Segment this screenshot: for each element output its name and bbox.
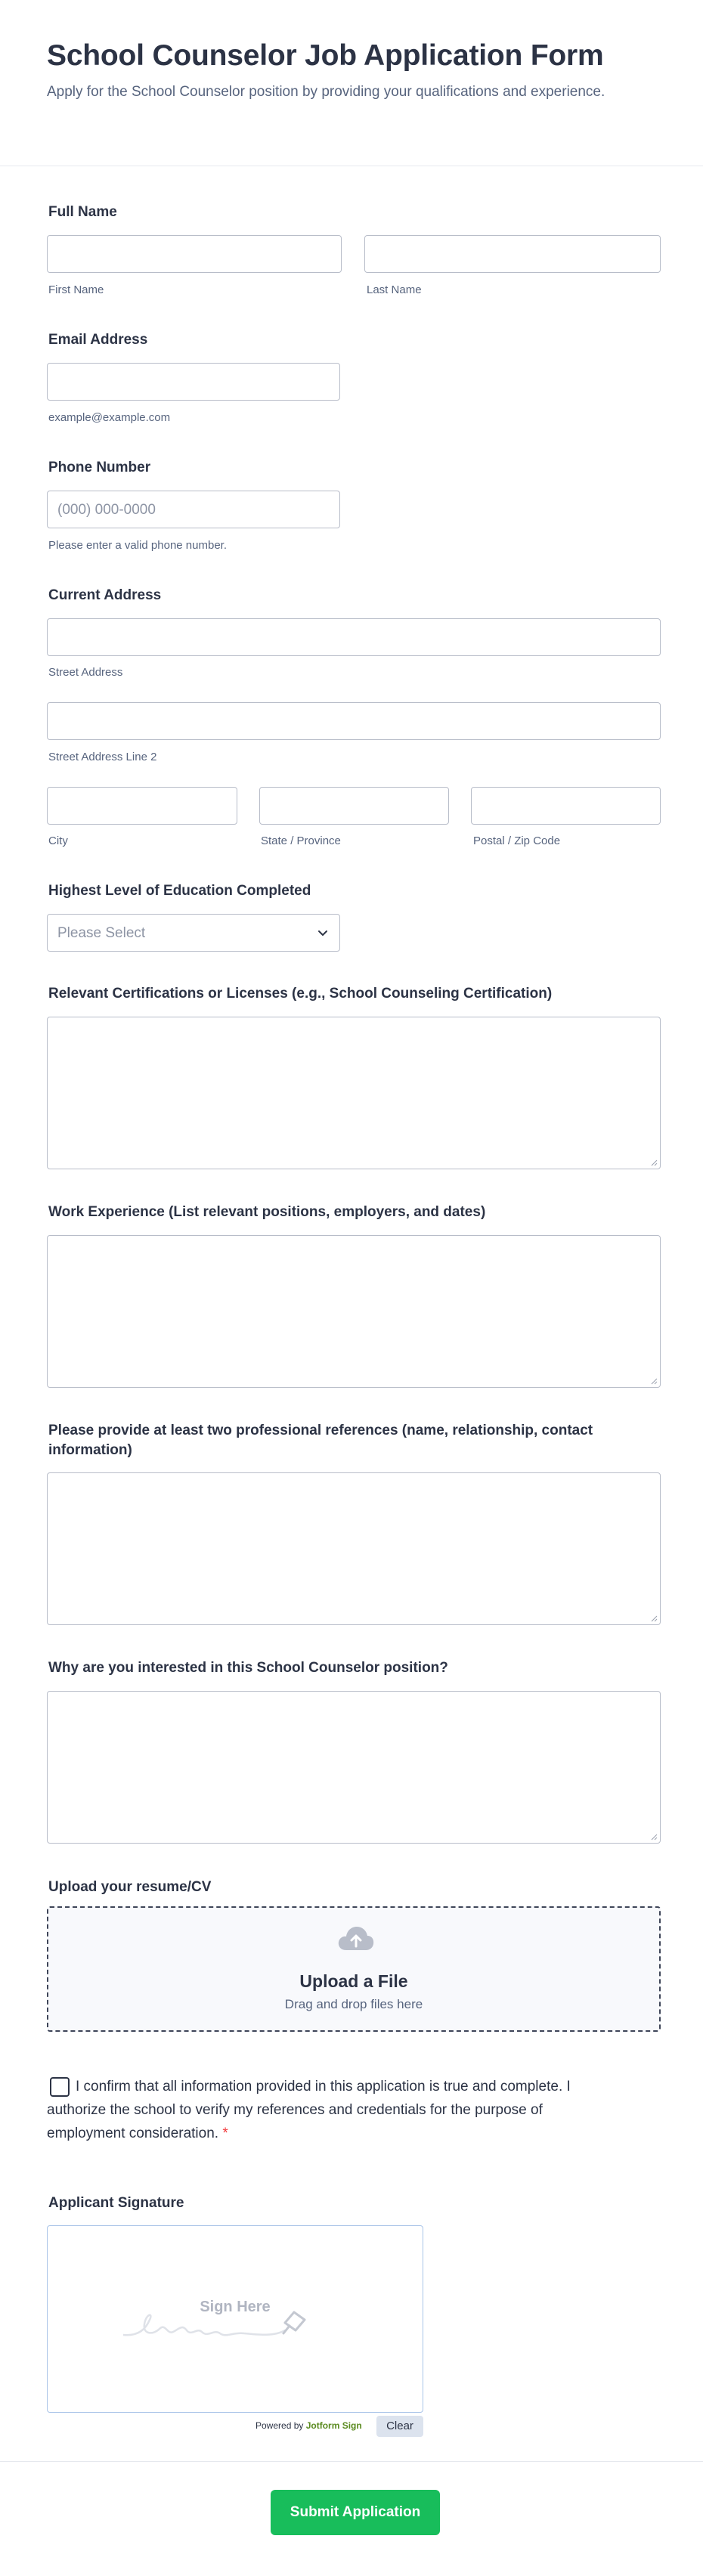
- signature-label: Applicant Signature: [48, 2195, 184, 2211]
- submit-button[interactable]: Submit Application: [271, 2490, 440, 2535]
- cloud-upload-icon: [337, 1924, 375, 1953]
- city-sublabel: City: [48, 834, 68, 847]
- street-address-input[interactable]: [47, 618, 661, 656]
- education-select[interactable]: [47, 914, 340, 952]
- required-asterisk: *: [222, 2126, 228, 2141]
- full-name-label: Full Name: [48, 204, 117, 220]
- chevron-down-icon: [315, 925, 330, 940]
- clear-signature-button[interactable]: Clear: [376, 2416, 423, 2437]
- phone-input[interactable]: [47, 491, 340, 528]
- resize-grip-icon[interactable]: [650, 1159, 658, 1166]
- experience-textarea[interactable]: [47, 1235, 661, 1388]
- email-input[interactable]: [47, 363, 340, 401]
- upload-hint: Drag and drop files here: [284, 1997, 423, 2011]
- street-address-line2-input[interactable]: [47, 702, 661, 740]
- education-placeholder: Please Select: [57, 925, 146, 941]
- email-label: Email Address: [48, 332, 148, 348]
- last-name-input[interactable]: [364, 235, 661, 273]
- signature-pad[interactable]: [47, 2225, 423, 2413]
- file-upload-dropzone[interactable]: [47, 1906, 661, 2032]
- form-subtitle: Apply for the School Counselor position by providing your qualifications and experience.: [47, 84, 605, 100]
- jotform-sign-brand: Jotform Sign: [305, 2420, 362, 2431]
- certifications-textarea[interactable]: [47, 1017, 661, 1169]
- street-address-sublabel: Street Address: [48, 666, 123, 679]
- confirm-text-block: [47, 2075, 591, 2145]
- phone-placeholder: (000) 000-0000: [57, 502, 156, 518]
- city-input[interactable]: [47, 787, 237, 825]
- resize-grip-icon[interactable]: [650, 1377, 658, 1385]
- email-sublabel: example@example.com: [48, 411, 171, 424]
- experience-label: Work Experience (List relevant positions, employers, and dates): [48, 1204, 486, 1220]
- zip-input[interactable]: [471, 787, 661, 825]
- interest-label: Why are you interested in this School Counselor position?: [48, 1660, 448, 1676]
- certifications-label: Relevant Certifications or Licenses (e.g., School Counseling Certification): [48, 986, 553, 1002]
- first-name-sublabel: First Name: [48, 283, 104, 296]
- references-textarea[interactable]: [47, 1472, 661, 1625]
- zip-sublabel: Postal / Zip Code: [473, 834, 561, 847]
- upload-title: Upload a File: [299, 1971, 408, 1991]
- phone-label: Phone Number: [48, 460, 151, 475]
- education-label: Highest Level of Education Completed: [48, 883, 311, 899]
- address-label: Current Address: [48, 587, 162, 603]
- confirm-text: I confirm that all information provided in this application is true and complete. I authorize the school to verify my references and credentials for the purpose of employment consideration.: [47, 2079, 571, 2141]
- first-name-input[interactable]: [47, 235, 342, 273]
- footer-divider: [0, 2461, 703, 2462]
- state-input[interactable]: [259, 787, 449, 825]
- form-header: [0, 0, 703, 166]
- state-sublabel: State / Province: [261, 834, 341, 847]
- phone-sublabel: Please enter a valid phone number.: [48, 539, 227, 552]
- references-label: Please provide at least two professional references (name, relationship, contact information): [48, 1423, 593, 1458]
- resize-grip-icon[interactable]: [650, 1615, 658, 1622]
- street-address-line2-sublabel: Street Address Line 2: [48, 751, 157, 763]
- form-title: School Counselor Job Application Form: [47, 39, 604, 72]
- sign-here-text: Sign Here: [200, 2299, 271, 2315]
- interest-textarea[interactable]: [47, 1691, 661, 1844]
- last-name-sublabel: Last Name: [367, 283, 422, 296]
- powered-by-prefix: Powered by: [255, 2420, 304, 2431]
- resize-grip-icon[interactable]: [650, 1833, 658, 1841]
- upload-label: Upload your resume/CV: [48, 1879, 212, 1895]
- powered-by-text: [255, 2420, 362, 2431]
